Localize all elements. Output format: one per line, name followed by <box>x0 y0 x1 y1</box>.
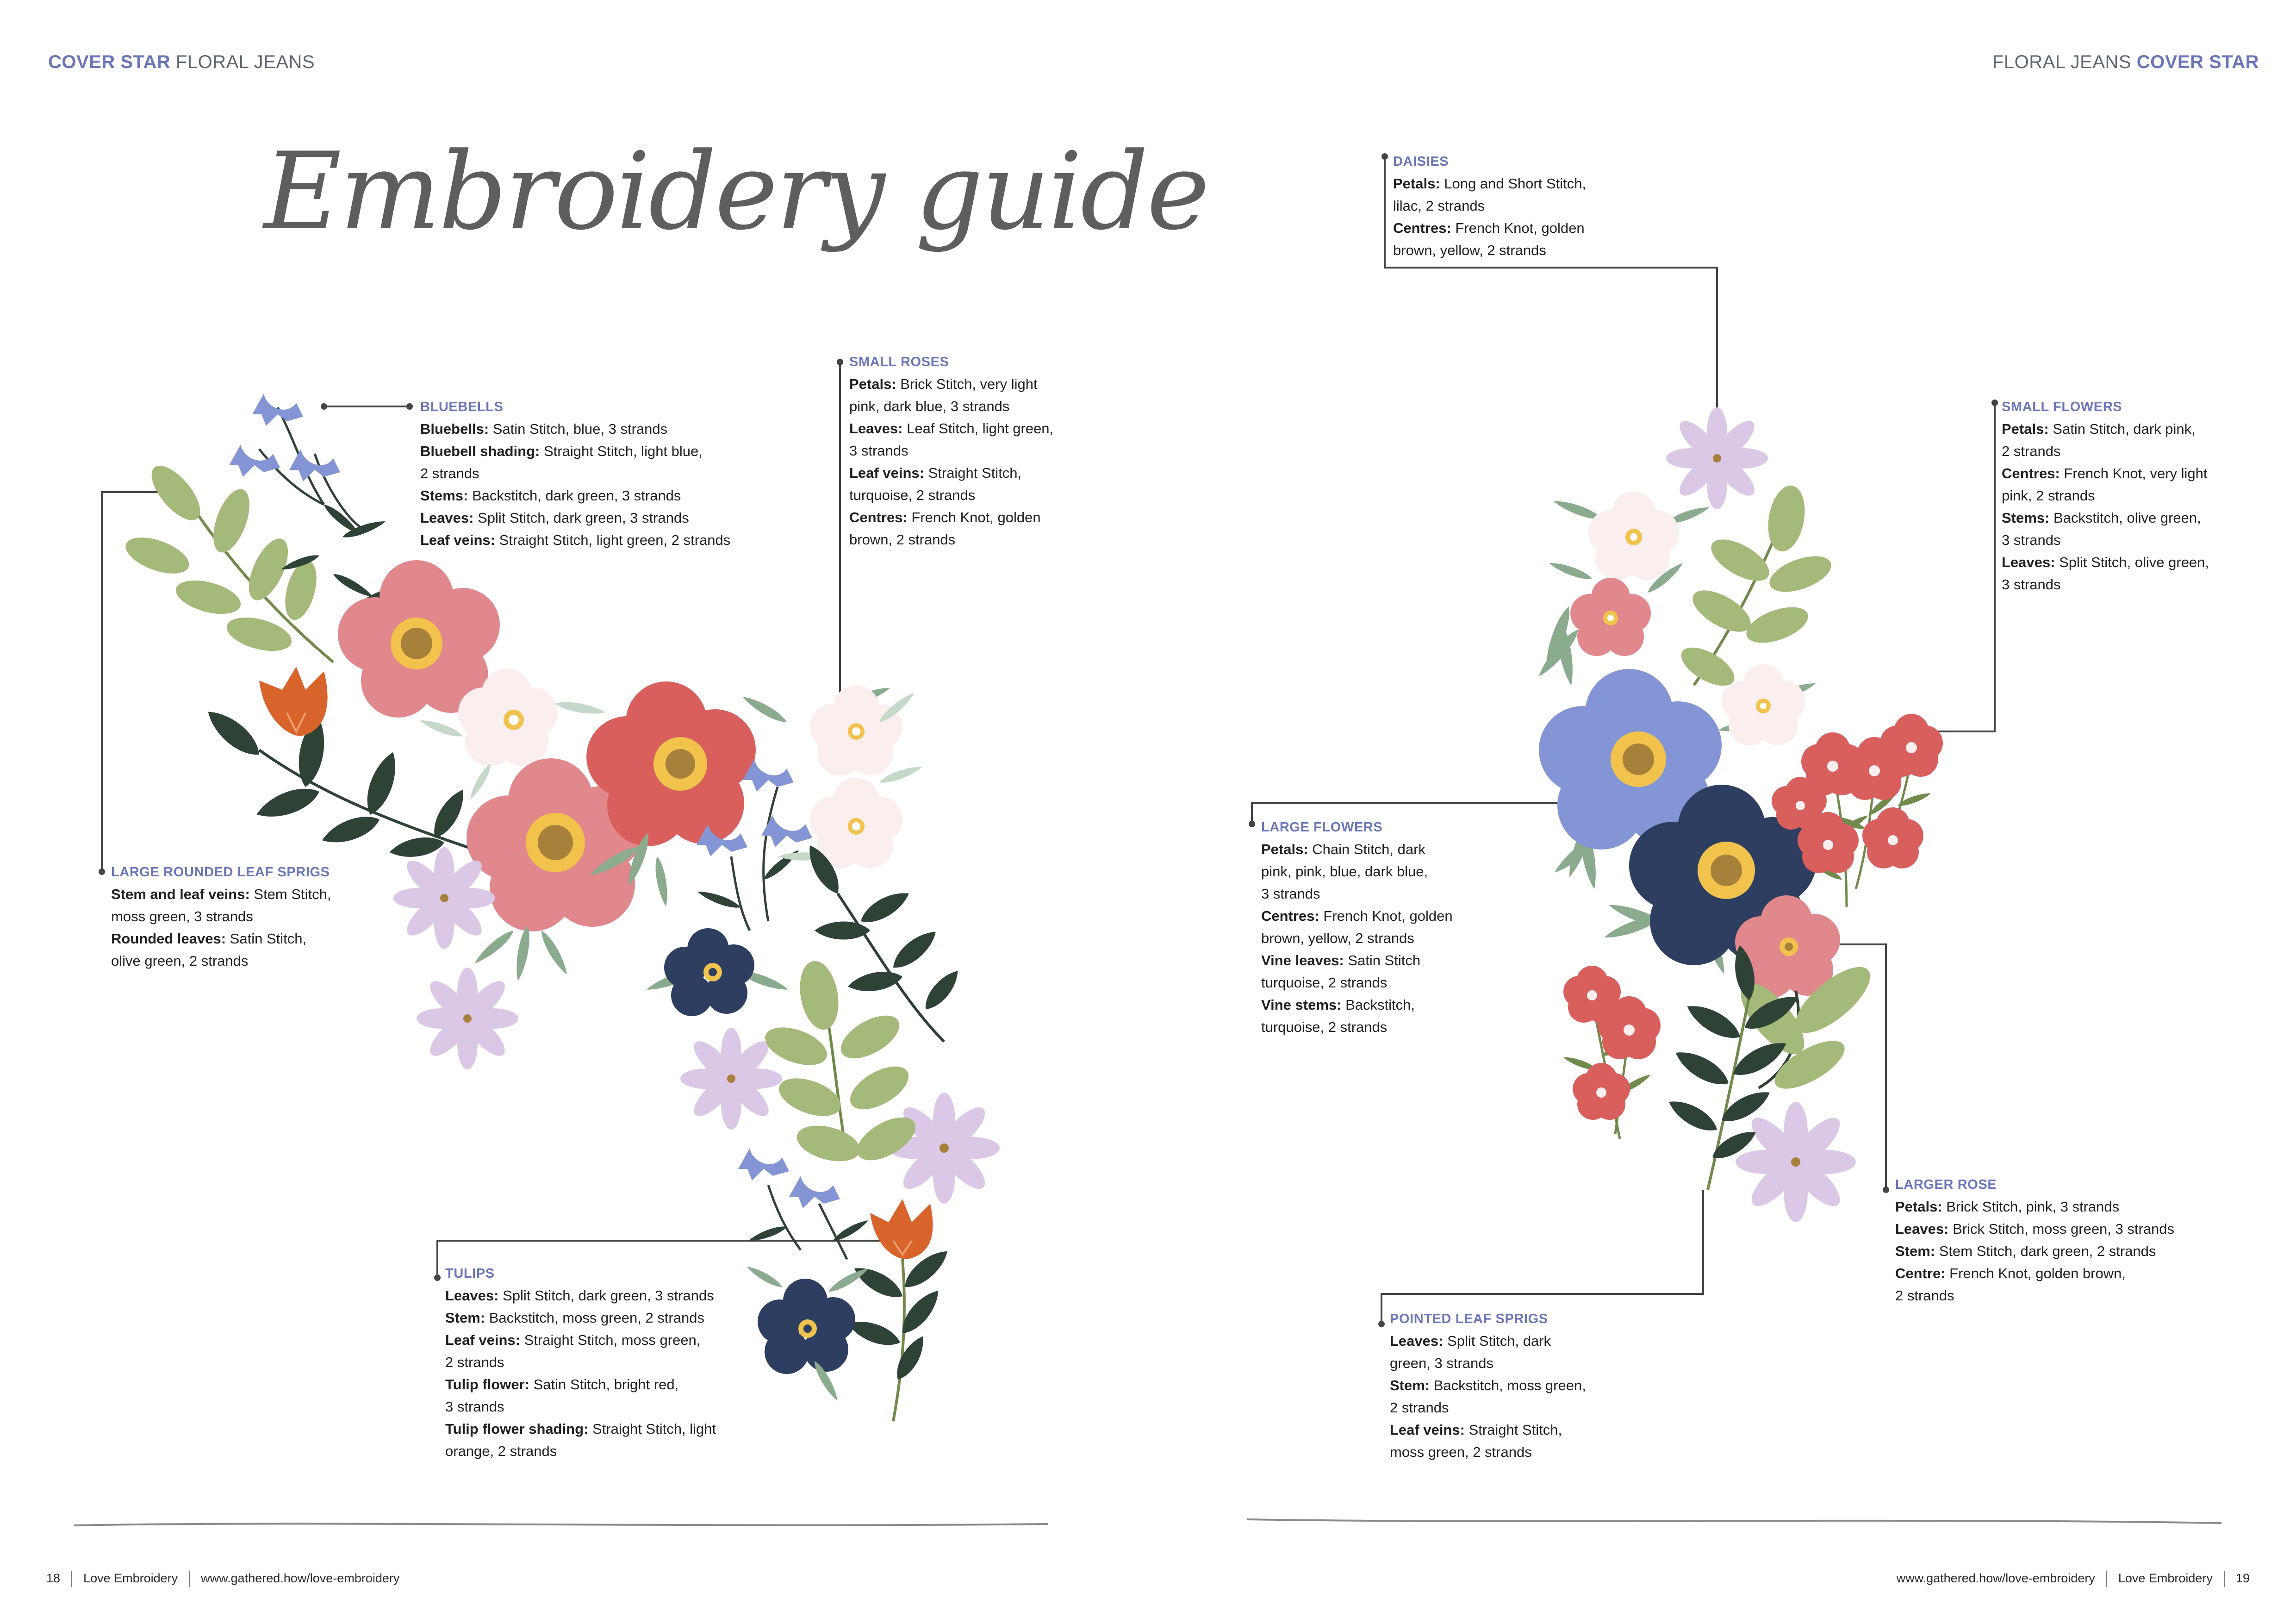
guide-line: lilac, 2 strands <box>1393 198 1485 214</box>
magazine-name: Love Embroidery <box>2118 1571 2213 1586</box>
guide-line: 3 strands <box>1261 886 1320 902</box>
large-rounded-leaf-sprigs-guide <box>111 861 331 972</box>
guide-line: brown, yellow, 2 strands <box>1261 930 1414 946</box>
guide-line: Centres: French Knot, golden <box>1261 908 1453 924</box>
tulips-guide <box>445 1262 716 1462</box>
guide-line: Vine leaves: Satin Stitch <box>1261 952 1421 968</box>
guide-line: Centres: French Knot, very light <box>2002 465 2208 481</box>
daisies-guide <box>1393 150 1586 262</box>
guide-line: Leaves: Split Stitch, dark <box>1390 1333 1551 1349</box>
header-left-text: FLORAL JEANS <box>175 52 315 72</box>
guide-line: Vine stems: Backstitch, <box>1261 997 1415 1013</box>
large-rounded-heading: LARGE ROUNDED LEAF SPRIGS <box>111 865 330 880</box>
guide-line: Leaves: Split Stitch, olive green, <box>2002 554 2209 570</box>
daisies-heading: DAISIES <box>1393 154 1449 169</box>
bluebells-heading: BLUEBELLS <box>420 400 504 414</box>
guide-line: Tulip flower: Satin Stitch, bright red, <box>445 1376 679 1393</box>
rounded-leaf-sprig <box>760 958 922 1169</box>
guide-line: pink, pink, blue, dark blue, <box>1261 863 1428 880</box>
page-title: Embroidery guide <box>264 130 1208 254</box>
guide-line: pink, 2 strands <box>2002 487 2095 504</box>
guide-line: brown, 2 strands <box>849 531 956 548</box>
guide-line: Bluebell shading: Straight Stitch, light blue, <box>420 443 703 459</box>
guide-line: Leaf veins: Straight Stitch, <box>849 465 1022 481</box>
guide-line: 3 strands <box>849 443 908 459</box>
guide-line: 3 strands <box>445 1399 504 1415</box>
guide-line: Tulip flower shading: Straight Stitch, light <box>445 1421 716 1437</box>
pointed-leaf-heading: POINTED LEAF SPRIGS <box>1390 1312 1548 1326</box>
guide-line: olive green, 2 strands <box>111 953 249 969</box>
website-link[interactable]: www.gathered.how/love-embroidery <box>1896 1571 2095 1586</box>
guide-line: Petals: Long and Short Stitch, <box>1393 175 1587 192</box>
guide-line: Stem and leaf veins: Stem Stitch, <box>111 886 331 902</box>
guide-line: Leaves: Split Stitch, dark green, 3 strands <box>445 1287 714 1304</box>
guide-line: Leaves: Leaf Stitch, light green, <box>849 420 1054 437</box>
guide-line: Leaf veins: Straight Stitch, moss green, <box>445 1332 701 1348</box>
bluebells-cluster <box>738 1148 870 1259</box>
website-link[interactable]: www.gathered.how/love-embroidery <box>201 1571 400 1586</box>
page-number: 19 <box>2235 1571 2250 1586</box>
guide-line: Leaves: Split Stitch, dark green, 3 strands <box>420 510 689 526</box>
daisy <box>393 847 1000 1204</box>
large-flowers-heading: LARGE FLOWERS <box>1261 820 1383 835</box>
guide-line: Petals: Satin Stitch, dark pink, <box>2002 421 2196 437</box>
small-flower <box>1570 578 1651 656</box>
guide-line: Centres: French Knot, golden <box>1393 220 1585 236</box>
tulip-flower <box>259 667 328 736</box>
bluebells-guide <box>420 396 730 551</box>
guide-line: Stems: Backstitch, dark green, 3 strands <box>420 487 681 504</box>
footer-left <box>46 1571 399 1587</box>
guide-line: Leaves: Brick Stitch, moss green, 3 strands <box>1895 1221 2175 1237</box>
guide-line: turquoise, 2 strands <box>1261 974 1388 991</box>
small-roses-heading: SMALL ROSES <box>849 355 949 369</box>
large-flowers-guide <box>1261 816 1453 1038</box>
small-flowers-heading: SMALL FLOWERS <box>2002 400 2122 414</box>
tulip-flower <box>870 1199 933 1259</box>
guide-line: Petals: Brick Stitch, very light <box>849 376 1038 392</box>
guide-line: 2 strands <box>1895 1287 1954 1304</box>
guide-line: Rounded leaves: Satin Stitch, <box>111 931 307 947</box>
larger-rose-heading: LARGER ROSE <box>1895 1177 1997 1192</box>
guide-line: Centre: French Knot, golden brown, <box>1895 1265 2126 1281</box>
page-number: 18 <box>46 1571 61 1586</box>
guide-line: 3 strands <box>2002 576 2061 593</box>
guide-line: brown, yellow, 2 strands <box>1393 242 1546 258</box>
larger-rose-guide <box>1895 1174 2174 1307</box>
guide-line: Leaf veins: Straight Stitch, light green, 2 strands <box>420 532 731 548</box>
guide-line: 2 strands <box>445 1354 504 1370</box>
guide-line: orange, 2 strands <box>445 1443 557 1459</box>
guide-line: 2 strands <box>420 465 479 481</box>
guide-line: Petals: Chain Stitch, dark <box>1261 841 1425 857</box>
guide-line: Centres: French Knot, golden <box>849 509 1041 525</box>
navy-flower <box>758 1279 855 1374</box>
small-flowers-guide <box>2002 396 2209 596</box>
guide-line: 2 strands <box>1390 1399 1449 1416</box>
guide-line: Stems: Backstitch, olive green, <box>2002 510 2201 526</box>
guide-line: Bluebells: Satin Stitch, blue, 3 strands <box>420 421 668 437</box>
guide-line: 2 strands <box>2002 443 2061 459</box>
guide-line: turquoise, 2 strands <box>849 487 976 503</box>
guide-line: 3 strands <box>2002 532 2061 548</box>
guide-line: Stem: Stem Stitch, dark green, 2 strands <box>1895 1243 2156 1259</box>
navy-flower <box>664 928 754 1016</box>
guide-line: Leaf veins: Straight Stitch, <box>1390 1422 1562 1438</box>
guide-line: Stem: Backstitch, moss green, <box>1390 1377 1586 1393</box>
small-roses-guide <box>849 351 1053 551</box>
pointed-leaf-sprigs-guide <box>1390 1308 1586 1463</box>
large-coral-flower <box>586 681 756 846</box>
guide-line: Stem: Backstitch, moss green, 2 strands <box>445 1310 704 1326</box>
guide-line: moss green, 2 strands <box>1390 1444 1532 1460</box>
guide-line: turquoise, 2 strands <box>1261 1019 1388 1035</box>
header-left-strong: COVER STAR <box>48 52 171 72</box>
guide-line: green, 3 strands <box>1390 1355 1494 1371</box>
magazine-name: Love Embroidery <box>83 1571 178 1586</box>
guide-line: Petals: Brick Stitch, pink, 3 strands <box>1895 1199 2120 1215</box>
small-flowers-cluster <box>1562 966 1661 1139</box>
header-right-text: FLORAL JEANS <box>1992 52 2132 72</box>
footer-right <box>1897 1571 2250 1587</box>
guide-line: moss green, 3 strands <box>111 908 253 924</box>
tulips-heading: TULIPS <box>445 1266 495 1281</box>
guide-line: pink, dark blue, 3 strands <box>849 398 1010 414</box>
header-right-strong: COVER STAR <box>2136 52 2259 72</box>
